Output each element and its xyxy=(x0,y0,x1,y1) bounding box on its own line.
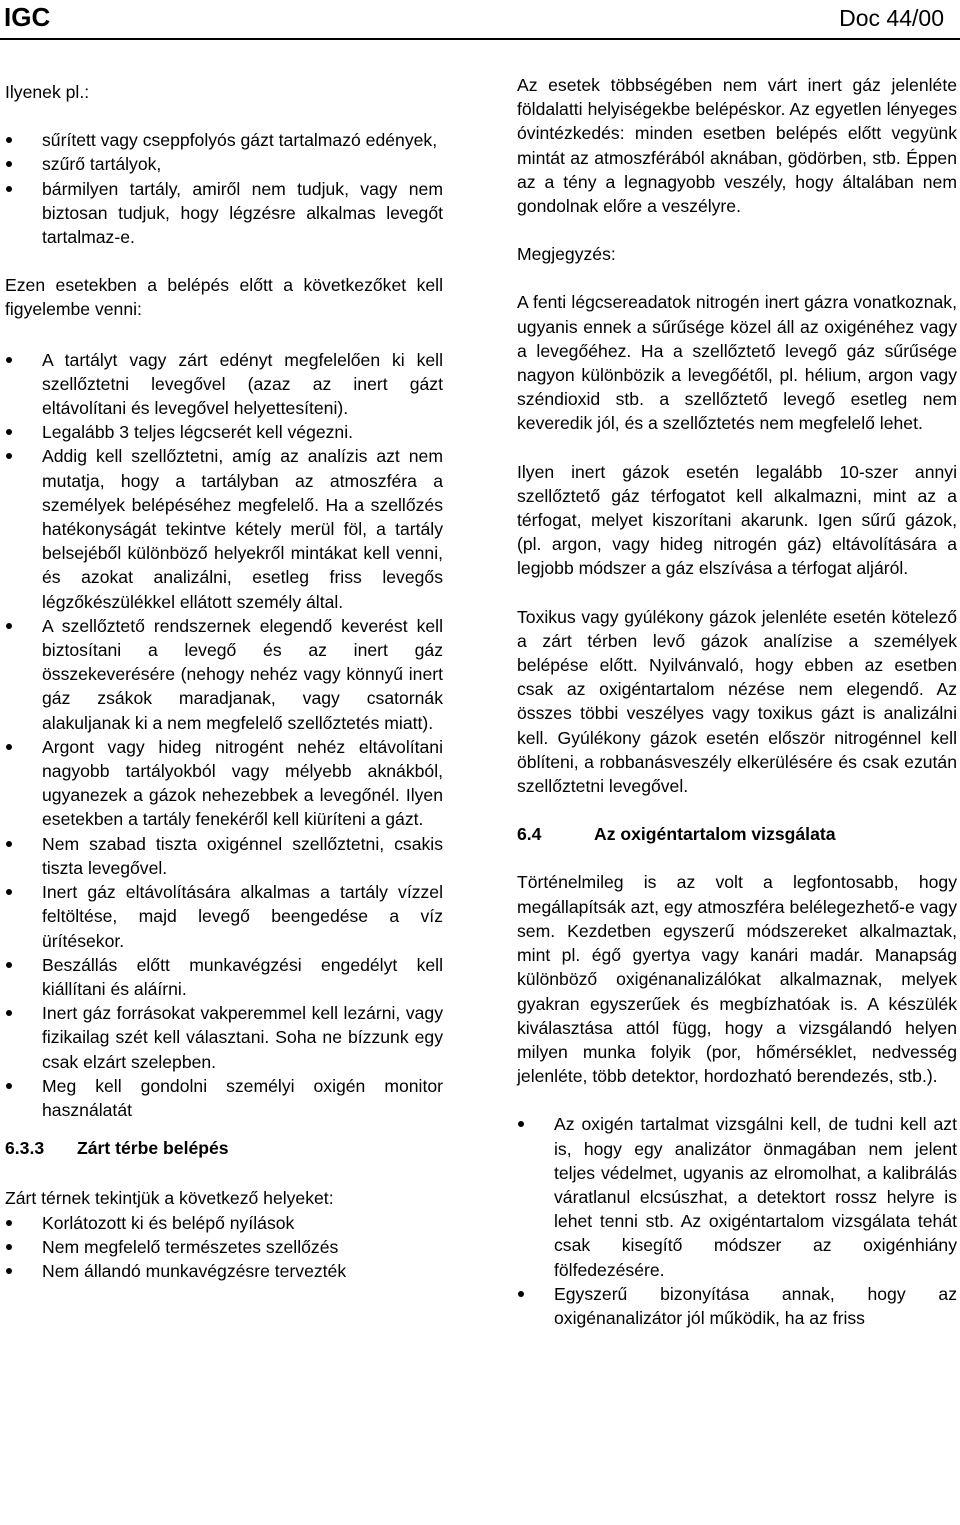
list-item: A szellőztető rendszernek elegendő keverést kell biztosítani a levegő és az inert gáz összekeverésére (nehogy nehéz vagy könnyű inert gáz zsákok maradjanak, vagy csatornák alakuljanak ki a nem megfelelő szellőztetés miatt). xyxy=(5,614,443,735)
section-title: Zárt térbe belépés xyxy=(77,1138,229,1159)
list-item: Inert gáz eltávolítására alkalmas a tartály vízzel feltöltése, majd levegő beengedése a víz ürítésekor. xyxy=(5,880,443,953)
section-number: 6.4 xyxy=(517,824,542,845)
page-header xyxy=(0,0,960,40)
left-column xyxy=(5,80,443,1283)
section-heading xyxy=(5,1136,443,1160)
paragraph: Történelmileg is az volt a legfontosabb, hogy megállapítsák azt, egy atmoszféra belélegezhető-e vagy sem. Kezdetben egyszerű módszereket alkalmaztak, mint pl. égő gyertya vagy kanári madár. Manapság különböző oxigénanalizálókat alkalmaznak, melyek gyakran egyszerűek és megbízhatóak is. A készülék kiválasztása attól függ, hogy a vizsgálandó helyen milyen munka folyik (por, hőmérséklet, nedvesség jelenléte, több detektor, hordozható berendezés, stb.). xyxy=(517,872,957,1087)
oxygen-list xyxy=(517,1112,957,1330)
list-item: Beszállás előtt munkavégzési engedélyt kell kiállítani és aláírni. xyxy=(5,953,443,1001)
list-item: Nem szabad tiszta oxigénnel szellőztetni, csakis tiszta levegővel. xyxy=(5,832,443,880)
list-item: sűrített vagy cseppfolyós gázt tartalmazó edények, xyxy=(5,128,443,152)
paragraph: A fenti légcsereadatok nitrogén inert gázra vonatkoznak, ugyanis ennek a sűrűsége közel áll az oxigénéhez vagy a levegőéhez. Ha a szellőztető levegő gáz sűrűsége nagyon különbözik a levegőétől, pl. hélium, argon vagy széndioxid stb. a szellőztető levegő esetleg nem keveredik jól, és a szellőztetés nem megfelelő lehet. xyxy=(517,292,957,434)
list-item: Korlátozott ki és belépő nyílások xyxy=(5,1211,443,1235)
list-item: Legalább 3 teljes légcserét kell végezni. xyxy=(5,420,443,444)
list-item: Egyszerű bizonyítása annak, hogy az oxigénanalizátor jól működik, ha az friss xyxy=(517,1282,957,1330)
confined-space-list xyxy=(5,1211,443,1284)
section-number: 6.3.3 xyxy=(5,1138,45,1159)
list-item: A tartályt vagy zárt edényt megfelelően ki kell szellőztetni levegővel (azaz az inert gázt eltávolítani és levegővel helyettesíteni). xyxy=(5,348,443,421)
section-heading xyxy=(517,822,957,846)
section-title: Az oxigéntartalom vizsgálata xyxy=(594,824,836,845)
list-item: Nem állandó munkavégzésre tervezték xyxy=(5,1259,443,1283)
list-item: Addig kell szellőztetni, amíg az analízis azt nem mutatja, hogy a tartályban az atmoszféra a személyek belépéséhez megfelelő. Ha a szellőzés hatékonyságát tekintve kétely merül föl, a tartály belsejéből különböző helyekről mintákat kell venni, és azokat analizálni, esetleg friss levegős légzőkészülékkel ellátott személy által. xyxy=(5,444,443,613)
container-list xyxy=(5,128,443,249)
document-number: Doc 44/00 xyxy=(839,5,944,31)
list-item: Nem megfelelő természetes szellőzés xyxy=(5,1235,443,1259)
list-item: Argont vagy hideg nitrogént nehéz eltávolítani nagyobb tartályokból vagy mélyebb aknákból, ugyanezek a gázok nehezebbek a levegőnél. Ilyen esetekben a tartály fenekéről kell kiüríteni a gázt. xyxy=(5,735,443,832)
note-label: Megjegyzés: xyxy=(517,244,616,265)
paragraph: Toxikus vagy gyúlékony gázok jelenléte esetén kötelező a zárt térben levő gázok analízise a személyek belépése előtt. Nyilvánvaló, hogy ebben az esetben csak az oxigéntartalom nézése nem elegendő. Az összes többi veszélyes vagy toxikus gázt is analizálni kell. Gyúlékony gázok esetén először nitrogénnel kell öblíteni, a robbanásveszély elkerülésére és csak ezután szellőztetni levegővel. xyxy=(517,606,957,797)
header-logo-text: IGC xyxy=(4,2,51,32)
paragraph: Ezen esetekben a belépés előtt a következőket kell figyelembe venni: xyxy=(5,275,443,320)
paragraph: Az esetek többségében nem várt inert gáz jelenléte földalatti helyiségekbe belépéskor. Az egyetlen lényeges óvintézkedés: minden esetben belépés előtt vegyünk mintát az atmoszférából aknában, gödörben, stb. Éppen az a tény a legnagyobb veszély, hogy általában nem gondolnak előre a veszélyre. xyxy=(517,75,957,217)
list-item: Inert gáz forrásokat vakperemmel kell lezárni, vagy fizikailag szét kell választani. Soha ne bízzunk egy csak elzárt szelepben. xyxy=(5,1001,443,1074)
paragraph: Ilyen inert gázok esetén legalább 10-szer annyi szellőztető gáz térfogatot kell alkalmazni, mint az a térfogat, melyet kiszorítani akarunk. Igen sűrű gázok, (pl. argon, vagy hideg nitrogén gáz) eltávolítására a legjobb módszer a gáz elszívása a térfogat aljáról. xyxy=(517,461,957,579)
requirements-list xyxy=(5,348,443,1123)
right-column xyxy=(517,73,957,1330)
list-item: szűrő tartályok, xyxy=(5,152,443,176)
list-item: Az oxigén tartalmat vizsgálni kell, de tudni kell azt is, hogy egy analizátor önmagában nem jelent teljes védelmet, ugyanis az elromolhat, a kalibrálás váratlanul elcsúszhat, a detektort rossz helyre is lehet tenni stb. Az oxigéntartalom vizsgálata tehát csak kisegítő módszer az oxigénhiány fölfedezésére. xyxy=(517,1112,957,1281)
list-item: bármilyen tartály, amiről nem tudjuk, vagy nem biztosan tudjuk, hogy légzésre alkalmas levegőt tartalmaz-e. xyxy=(5,177,443,250)
intro-text: Ilyenek pl.: xyxy=(5,82,90,102)
list-item: Meg kell gondolni személyi oxigén monitor használatát xyxy=(5,1074,443,1122)
paragraph: Zárt térnek tekintjük a következő helyeket: xyxy=(5,1188,334,1209)
